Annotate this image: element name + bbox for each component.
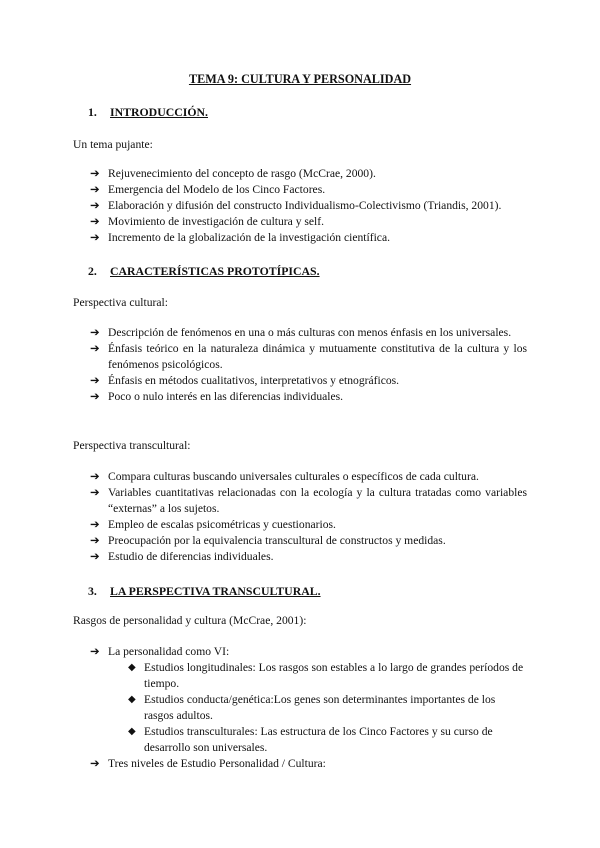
list-item (0, 517, 527, 533)
diamond-bullet-icon: ◆ (128, 694, 136, 705)
list-item-text: Emergencia del Modelo de los Cinco Factores. (108, 183, 326, 196)
list-item (0, 533, 527, 549)
sub-list-item (128, 660, 527, 692)
list-item-text: Rejuvenecimiento del concepto de rasgo (McCrae, 2000). (108, 167, 376, 180)
list-item-text: Preocupación por la equivalencia transcultural de constructos y medidas. (108, 534, 446, 547)
list-item (0, 389, 527, 405)
list-item-text: Énfasis en métodos cualitativos, interpretativos y etnográficos. (108, 374, 400, 387)
document-title: TEMA 9: CULTURA Y PERSONALIDAD (188, 72, 412, 86)
arrow-bullet-icon: ➔ (90, 486, 100, 499)
list-item-text: La personalidad como VI: (108, 645, 230, 658)
list-item (0, 549, 527, 565)
transcultural-perspective-list (0, 469, 527, 565)
list-item (0, 469, 527, 485)
list-item-text: Incremento de la globalización de la investigación científica. (108, 231, 390, 244)
list-item (0, 485, 527, 517)
list-item (0, 341, 527, 373)
list-item (0, 214, 527, 230)
sub-list (108, 660, 527, 756)
arrow-bullet-icon: ➔ (90, 231, 100, 244)
section-1-list (0, 166, 527, 246)
section-1-number: 1. (88, 105, 97, 119)
list-item (0, 756, 527, 772)
section-3-heading (88, 583, 321, 599)
cultural-perspective-label: Perspectiva cultural: (73, 296, 168, 309)
sub-list-item-text: Estudios transculturales: Las estructura de los Cinco Factores y su curso de desarrollo son universales. (144, 725, 493, 754)
arrow-bullet-icon: ➔ (90, 374, 100, 387)
section-1-heading (88, 104, 208, 120)
arrow-bullet-icon: ➔ (90, 183, 100, 196)
arrow-bullet-icon: ➔ (90, 215, 100, 228)
sub-list-item (128, 724, 527, 756)
arrow-bullet-icon: ➔ (90, 534, 100, 547)
diamond-bullet-icon: ◆ (128, 726, 136, 737)
list-item-text: Variables cuantitativas relacionadas con la ecología y la cultura tratadas como variables “externas” a los sujetos. (108, 486, 527, 515)
transcultural-perspective-label: Perspectiva transcultural: (73, 439, 191, 452)
sub-list-item-text: Estudios conducta/genética:Los genes son determinantes importantes de los rasgos adultos. (144, 693, 496, 722)
list-item-text: Énfasis teórico en la naturaleza dinámica y mutuamente constitutiva de la cultura y los fenómenos psicológicos. (108, 342, 527, 371)
section-1-title: INTRODUCCIÓN. (110, 105, 208, 119)
diamond-bullet-icon: ◆ (128, 662, 136, 673)
section-2-heading (88, 263, 320, 279)
arrow-bullet-icon: ➔ (90, 390, 100, 403)
section-3-intro: Rasgos de personalidad y cultura (McCrae, 2001): (73, 614, 307, 627)
arrow-bullet-icon: ➔ (90, 550, 100, 563)
list-item (0, 230, 527, 246)
list-item-text: Estudio de diferencias individuales. (108, 550, 274, 563)
cultural-perspective-list (0, 325, 527, 405)
sub-list-item-text: Estudios longitudinales: Los rasgos son estables a lo largo de grandes períodos de tiempo. (144, 661, 524, 690)
list-item-text: Empleo de escalas psicométricas y cuestionarios. (108, 518, 336, 531)
sub-list-item (128, 692, 527, 724)
arrow-bullet-icon: ➔ (90, 199, 100, 212)
section-1-intro: Un tema pujante: (73, 138, 153, 151)
section-3-title: LA PERSPECTIVA TRANSCULTURAL. (110, 584, 321, 598)
list-item (0, 182, 527, 198)
list-item (0, 325, 527, 341)
arrow-bullet-icon: ➔ (90, 757, 100, 770)
arrow-bullet-icon: ➔ (90, 645, 100, 658)
arrow-bullet-icon: ➔ (90, 342, 100, 355)
arrow-bullet-icon: ➔ (90, 326, 100, 339)
section-3-number: 3. (88, 584, 97, 598)
list-item-text: Compara culturas buscando universales culturales o específicos de cada cultura. (108, 470, 479, 483)
list-item-text: Movimiento de investigación de cultura y self. (108, 215, 325, 228)
list-item-text: Poco o nulo interés en las diferencias individuales. (108, 390, 344, 403)
list-item (0, 198, 527, 214)
arrow-bullet-icon: ➔ (90, 167, 100, 180)
list-item (0, 373, 527, 389)
list-item-text: Elaboración y difusión del constructo Individualismo-Colectivismo (Triandis, 2001). (108, 199, 502, 212)
arrow-bullet-icon: ➔ (90, 470, 100, 483)
list-item (0, 166, 527, 182)
list-item-text: Descripción de fenómenos en una o más culturas con menos énfasis en los universales. (108, 326, 512, 339)
list-item-text: Tres niveles de Estudio Personalidad / Cultura: (108, 757, 326, 770)
section-2-title: CARACTERÍSTICAS PROTOTÍPICAS. (110, 264, 320, 278)
list-item (0, 644, 527, 756)
arrow-bullet-icon: ➔ (90, 518, 100, 531)
section-3-list (0, 644, 527, 772)
section-2-number: 2. (88, 264, 97, 278)
